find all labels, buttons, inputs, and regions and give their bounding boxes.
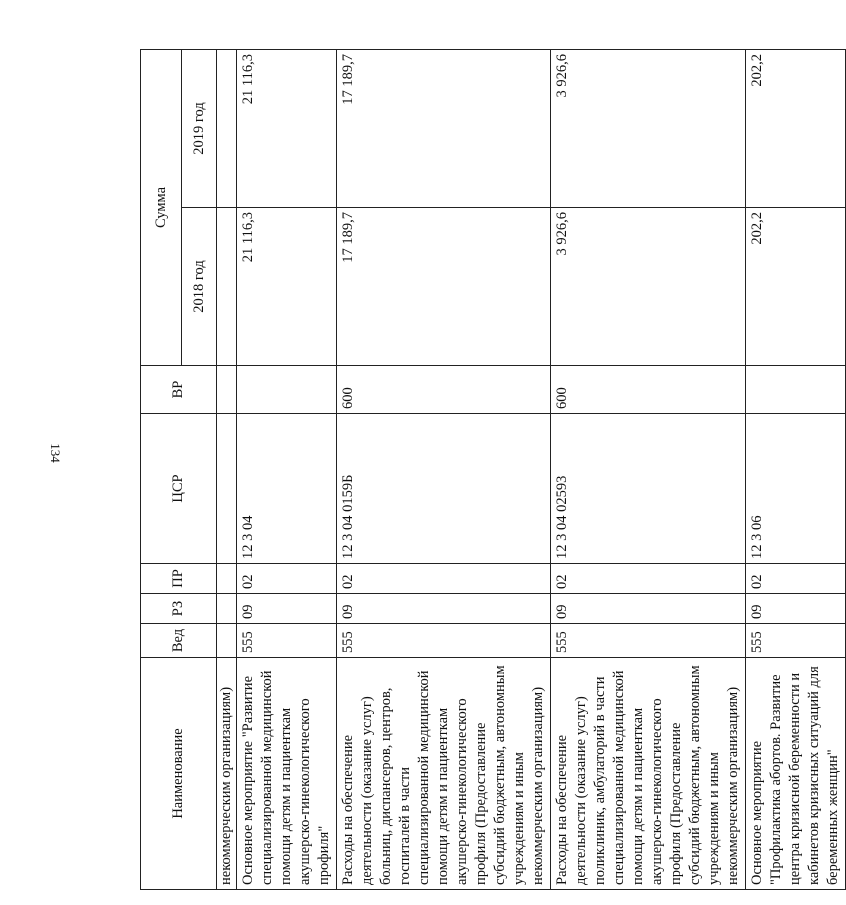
row-rz: 09	[337, 594, 551, 624]
row-rz	[217, 594, 237, 624]
row-sum-2019: 202,2	[746, 50, 846, 208]
row-vr: 600	[337, 366, 551, 414]
row-pr	[217, 564, 237, 594]
table-row	[217, 50, 237, 890]
row-sum-2018: 17 189,7	[337, 208, 551, 366]
row-vr	[237, 366, 337, 414]
row-csr: 12 3 04	[237, 414, 337, 564]
row-csr: 12 3 04 0159Б	[337, 414, 551, 564]
row-sum-2019: 21 116,3	[237, 50, 337, 208]
row-sum-2018: 202,2	[746, 208, 846, 366]
row-name: Основное мероприятие "Развитие специализированной медицинской помощи детям и пациенткам акушерско-гинекологического профиля"	[237, 658, 337, 890]
row-name: Расходы на обеспечение деятельности (оказание услуг) поликлиник, амбулаторий в части специализированной медицинской помощи детям и пациенткам акушерско-гинекологического профиля (Предоставление субсидий бюджетным, автономным учреждениям и иным некоммерческим организациям)	[551, 658, 746, 890]
row-pr: 02	[337, 564, 551, 594]
header-vr: ВР	[141, 366, 217, 414]
row-pr: 02	[237, 564, 337, 594]
table-row	[237, 50, 337, 890]
row-ved: 555	[237, 624, 337, 658]
row-sum-2018	[217, 208, 237, 366]
header-year-2019: 2019 год	[182, 50, 217, 208]
row-vr: 600	[551, 366, 746, 414]
header-sum: Сумма	[141, 50, 182, 366]
table-row	[337, 50, 551, 890]
row-csr: 12 3 06	[746, 414, 846, 564]
row-csr: 12 3 04 02593	[551, 414, 746, 564]
header-rz: РЗ	[141, 594, 217, 624]
row-pr: 02	[746, 564, 846, 594]
header-year-2018: 2018 год	[182, 208, 217, 366]
row-sum-2019: 17 189,7	[337, 50, 551, 208]
row-rz: 09	[746, 594, 846, 624]
header-name: Наименование	[141, 658, 217, 890]
row-pr: 02	[551, 564, 746, 594]
header-ved: Вед	[141, 624, 217, 658]
header-pr: ПР	[141, 564, 217, 594]
row-name: Расходы на обеспечение деятельности (оказание услуг) больниц, диспансеров, центров, госпиталей в части специализированной медицинской помощи детям и пациенткам акушерско-гинекологического профиля (Предоставление субсидий бюджетным, автономным учреждениям и иным некоммерческим организациям)	[337, 658, 551, 890]
row-ved: 555	[337, 624, 551, 658]
row-name: Основное мероприятие "Профилактика абортов. Развитие центра кризисной беременности и кабинетов кризисных ситуаций для беременных женщин"	[746, 658, 846, 890]
row-sum-2019	[217, 50, 237, 208]
rotated-page	[140, 50, 841, 890]
row-rz: 09	[237, 594, 337, 624]
row-vr	[746, 366, 846, 414]
row-sum-2018: 21 116,3	[237, 208, 337, 366]
row-csr	[217, 414, 237, 564]
budget-table	[140, 49, 846, 890]
row-sum-2018: 3 926,6	[551, 208, 746, 366]
page-number: 134	[48, 443, 63, 463]
table-row	[746, 50, 846, 890]
row-ved: 555	[746, 624, 846, 658]
row-sum-2019: 3 926,6	[551, 50, 746, 208]
header-csr: ЦСР	[141, 414, 217, 564]
row-rz: 09	[551, 594, 746, 624]
row-vr	[217, 366, 237, 414]
table-row	[551, 50, 746, 890]
header-row	[141, 50, 182, 890]
row-name: некоммерческим организациям)	[217, 658, 237, 890]
row-ved	[217, 624, 237, 658]
row-ved: 555	[551, 624, 746, 658]
